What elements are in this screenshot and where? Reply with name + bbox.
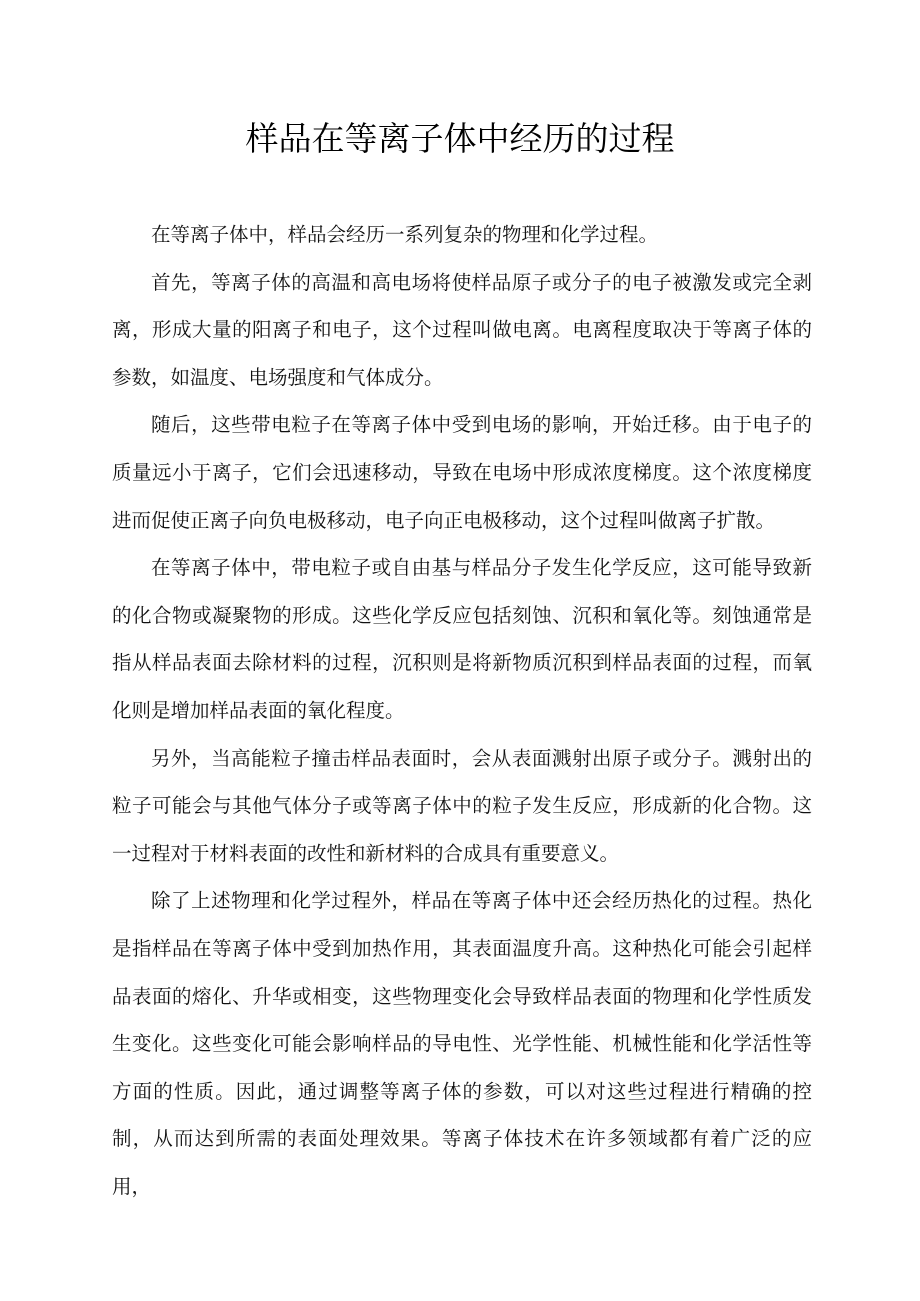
paragraph-intro: 在等离子体中，样品会经历一系列复杂的物理和化学过程。 [151,223,659,246]
paragraph-sputtering: 另外，当高能粒子撞击样品表面时，会从表面溅射出原子或分子。溅射出的粒子可能会与其他气体分子或等离子体中的粒子发生反应，形成新的化合物。这一过程对于材料表面的改性和新材料的合成具有重要意义。 [112,746,812,865]
document-body [112,211,812,1210]
paragraph-heating: 除了上述物理和化学过程外，样品在等离子体中还会经历热化的过程。热化是指样品在等离子体中受到加热作用，其表面温度升高。这种热化可能会引起样品表面的熔化、升华或相变，这些物理变化会导致样品表面的物理和化学性质发生变化。这些变化可能会影响样品的导电性、光学性能、机械性能和化学活性等方面的性质。因此，通过调整等离子体的参数，可以对这些过程进行精确的控制，从而达到所需的表面处理效果。等离子体技术在许多领域都有着广泛的应用， [112,889,812,1198]
paragraph-chemical-reactions: 在等离子体中，带电粒子或自由基与样品分子发生化学反应，这可能导致新的化合物或凝聚物的形成。这些化学反应包括刻蚀、沉积和氧化等。刻蚀通常是指从样品表面去除材料的过程，沉积则是将新物质沉积到样品表面的过程，而氧化则是增加样品表面的氧化程度。 [112,556,812,722]
paragraph-ionization: 首先，等离子体的高温和高电场将使样品原子或分子的电子被激发或完全剥离，形成大量的阳离子和电子，这个过程叫做电离。电离程度取决于等离子体的参数，如温度、电场强度和气体成分。 [112,270,812,389]
document-title: 样品在等离子体中经历的过程 [245,119,675,158]
paragraph-migration: 随后，这些带电粒子在等离子体中受到电场的影响，开始迁移。由于电子的质量远小于离子，它们会迅速移动，导致在电场中形成浓度梯度。这个浓度梯度进而促使正离子向负电极移动，电子向正电极移动，这个过程叫做离子扩散。 [112,413,812,532]
